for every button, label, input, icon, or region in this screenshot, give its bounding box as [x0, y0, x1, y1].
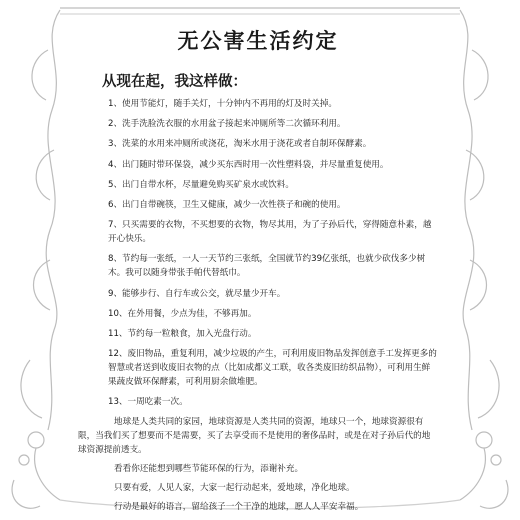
list-item: 1、使用节能灯，随手关灯，十分钟内不再用的灯及时关掉。 — [108, 99, 337, 109]
list-item: 5、出门自带水杯，尽量避免购买矿泉水或饮料。 — [108, 179, 294, 190]
list-item: 9、能够步行、自行车或公交，就尽量少开车。 — [108, 288, 286, 299]
right-vine — [460, 10, 474, 430]
list-item: 12、废旧物品，重复利用，减少垃圾的产生，可利用废旧物品发挥创意手工发挥更多的智慧或者送到收废旧衣物的点（比如成都义工联，收各类废旧纺织品物），可利用生鲜果蔬皮做环保酵素，可利用厨余做堆肥。 — [108, 349, 437, 388]
body-text — [78, 70, 438, 519]
page-title: 无公害生活约定 — [177, 28, 339, 53]
list-item: 8、节约每一张纸，一人一天节约三张纸，全国就节约39亿张纸，也就少砍伐多少树木。我可以随身带张手帕代替纸巾。 — [108, 254, 426, 279]
closing-paragraph: 地球是人类共同的家园，地球资源是人类共同的资源，地球只一个，地球资源很有限，当我们买了想要而不是需要，买了去享受而不是使用的奢侈品时，或是在对子孙后代的地球资源提前透支。 — [78, 417, 431, 456]
title-bar — [78, 18, 438, 64]
list-item: 2、洗手洗脸洗衣服的水用盆子接起来冲厕所等二次循环利用。 — [108, 119, 346, 130]
list-item: 6、出门自带碗筷，卫生又健康，减少一次性筷子和碗的使用。 — [108, 199, 346, 210]
list-item: 11、节约每一粒粮食，加入光盘行动。 — [108, 328, 257, 339]
list-item: 3、洗菜的水用来冲厕所或浇花，淘米水用于浇花或者自制环保酵素。 — [108, 139, 372, 150]
closing-paragraph: 行动是最好的语言，留给孩子一个干净的地球，愿人人平安幸福。 — [114, 502, 364, 513]
list-item: 4、出门随时带环保袋，减少买东西时用一次性塑料袋，并尽量重复使用。 — [108, 159, 389, 170]
closing-paragraph: 只要有爱，人见人家，大家一起行动起来，爱地球，净化地球。 — [114, 483, 355, 494]
document-content — [78, 18, 438, 514]
list-item: 7、只买需要的衣物，不买想要的衣物，物尽其用，为了子孙后代，穿得随意朴素，越开心快乐。 — [108, 220, 432, 245]
left-vine — [46, 10, 60, 430]
closing-paragraph: 看看你还能想到哪些节能环保的行为，添谢补充。 — [114, 464, 304, 475]
section-heading: 从现在起，我这样做： — [102, 73, 247, 90]
list-item: 10、在外用餐，少点为佳，不够再加。 — [108, 308, 257, 319]
list-item: 13、一周吃素一次。 — [108, 397, 188, 408]
